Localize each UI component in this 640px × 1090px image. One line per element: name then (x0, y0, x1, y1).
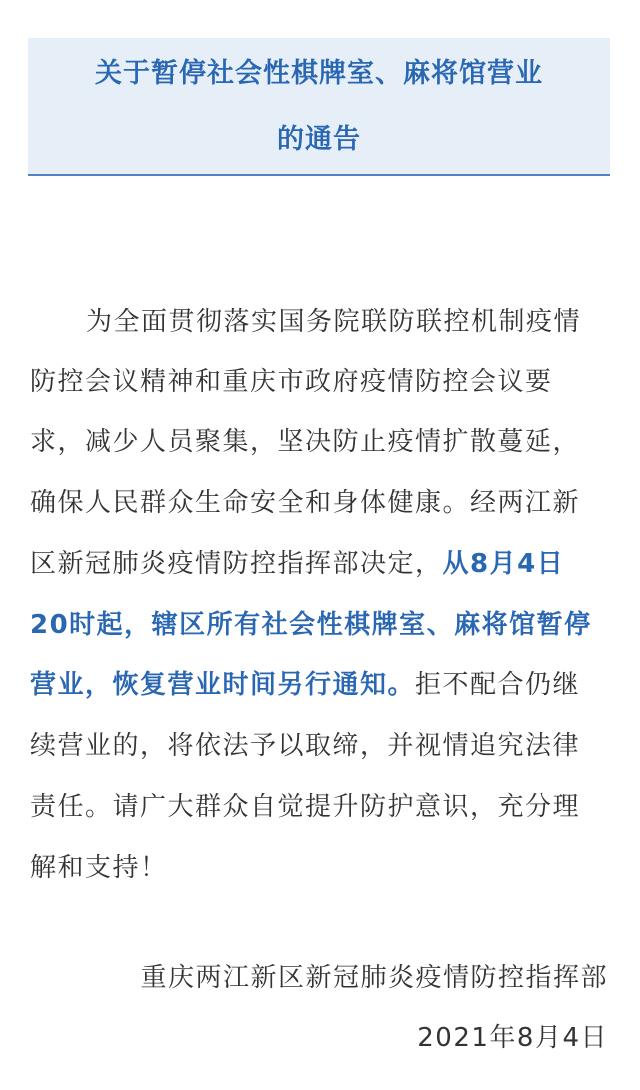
highlight-text: 从8月4日 (442, 549, 565, 579)
title-banner (28, 38, 610, 176)
body-line-6-highlight: 20时起，辖区所有社会性棋牌室、麻将馆暂停 (30, 610, 592, 640)
body-line-7 (30, 665, 580, 705)
signature-org: 重庆两江新区新冠肺炎疫情防控指挥部 (140, 963, 608, 993)
signature-date: 2021年8月4日 (417, 1023, 608, 1053)
body-line-3: 求，减少人员聚集，坚决防止疫情扩散蔓延， (30, 427, 581, 457)
highlight-text: 营业，恢复营业时间另行通知。 (30, 670, 416, 700)
notice-title-line-2: 的通告 (277, 124, 361, 155)
body-line-9: 责任。请广大群众自觉提升防护意识，充分理 (30, 792, 581, 822)
body-text: 区新冠肺炎疫情防控指挥部决定， (30, 549, 443, 579)
body-line-5 (30, 544, 564, 584)
notice-title-line-1: 关于暂停社会性棋牌室、麻将馆营业 (95, 58, 543, 89)
body-line-10: 解和支持！ (30, 853, 168, 883)
body-text: 拒不配合仍继 (415, 670, 581, 700)
body-line-4: 确保人民群众生命安全和身体健康。经两江新 (30, 488, 581, 518)
body-line-1: 为全面贯彻落实国务院联防联控机制疫情 (86, 307, 582, 337)
body-line-2: 防控会议精神和重庆市政府疫情防控会议要 (30, 367, 553, 397)
body-line-8: 续营业的，将依法予以取缔，并视情追究法律 (30, 731, 581, 761)
